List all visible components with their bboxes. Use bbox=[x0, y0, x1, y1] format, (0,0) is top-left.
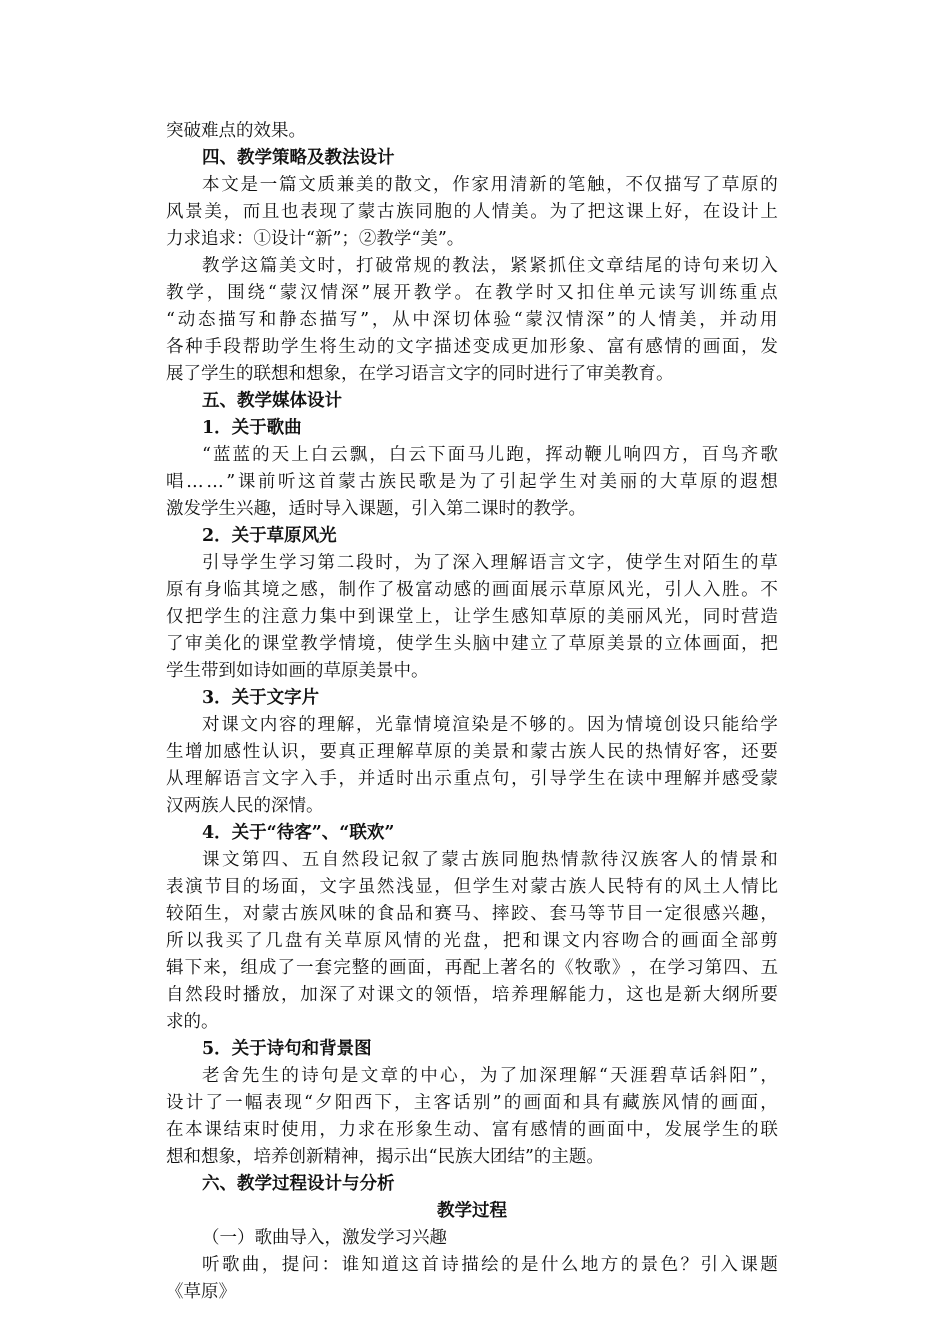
text-line: 课 文 第 四 、 五 自 然 段 记 叙 了 蒙 古 族 同 胞 热 情 款 待 汉 族 客 人 的 情 景 和 bbox=[202, 850, 778, 870]
text-line: 对 课 文 内 容 的 理 解 ， 光 靠 情 境 渲 染 是 不 够 的 。 因 为 情 境 创 设 只 能 给 学 bbox=[202, 715, 778, 735]
text-line: 想和想象，培养创新精神，揭示出“民族大团结”的主题。 bbox=[166, 1147, 604, 1167]
text-line: 设 计 了 一 幅 表 现 “ 夕 阳 西 下 ， 主 客 话 别 ” 的 画 面 和 具 有 藏 族 风 情 的 画 面 ， bbox=[166, 1093, 778, 1113]
text-line: 从 理 解 语 言 文 字 入 手 ， 并 适 时 出 示 重 点 句 ， 引 导 学 生 在 读 中 理 解 并 感 受 蒙 bbox=[166, 769, 778, 789]
text-line: 引 导 学 生 学 习 第 二 段 时 ， 为 了 深 入 理 解 语 言 文 字 ， 使 学 生 对 陌 生 的 草 bbox=[202, 553, 778, 573]
text-line: 突破难点的效果。 bbox=[166, 121, 306, 141]
text-line: 教学过程 bbox=[437, 1201, 507, 1221]
text-line: 仅 把 学 生 的 注 意 力 集 中 到 课 堂 上 ， 让 学 生 感 知 草 原 的 美 丽 风 光 ， 同 时 营 造 bbox=[166, 607, 778, 627]
text-line: “ 蓝 蓝 的 天 上 白 云 飘 ， 白 云 下 面 马 儿 跑 ， 挥 动 鞭 儿 响 四 方 ， 百 鸟 齐 歌 bbox=[202, 445, 778, 465]
text-line: 生 增 加 感 性 认 识 ， 要 真 正 理 解 草 原 的 美 景 和 蒙 古 族 人 民 的 热 情 好 客 ， 还 要 bbox=[166, 742, 778, 762]
text-line: 表 演 节 目 的 场 面 ， 文 字 虽 然 浅 显 ， 但 学 生 对 蒙 古 族 人 民 特 有 的 风 土 人 情 比 bbox=[166, 877, 778, 897]
text-line: 本 文 是 一 篇 文 质 兼 美 的 散 文 ， 作 家 用 清 新 的 笔 触 ， 不 仅 描 写 了 草 原 的 bbox=[202, 175, 778, 195]
text-line: 《草原》 bbox=[166, 1282, 236, 1302]
text-line: 在 本 课 结 束 时 使 用 ， 力 求 在 形 象 生 动 、 富 有 感 情 的 画 面 中 ， 发 展 学 生 的 联 bbox=[166, 1120, 778, 1140]
text-line: 老 舍 先 生 的 诗 句 是 文 章 的 中 心 ， 为 了 加 深 理 解 “ 天 涯 碧 草 话 斜 阳 ” ， bbox=[202, 1066, 778, 1086]
text-line: 4．关于“待客”、“联欢” bbox=[202, 823, 395, 843]
text-line: 了 审 美 化 的 课 堂 教 学 情 境 ， 使 学 生 头 脑 中 建 立 了 草 原 美 景 的 立 体 画 面 ， 把 bbox=[166, 634, 778, 654]
text-line: 1．关于歌曲 bbox=[202, 418, 302, 438]
text-line: 风 景 美 ， 而 且 也 表 现 了 蒙 古 族 同 胞 的 人 情 美 。 为 了 把 这 课 上 好 ， 在 设 计 上 bbox=[166, 202, 778, 222]
text-line: 辑 下 来 ， 组 成 了 一 套 完 整 的 画 面 ， 再 配 上 著 名 的 《 牧 歌 》 ， 在 学 习 第 四 、 五 bbox=[166, 958, 778, 978]
text-line: 5．关于诗句和背景图 bbox=[202, 1039, 372, 1059]
text-line: 汉两族人民的深情。 bbox=[166, 796, 324, 816]
text-line: “ 动 态 描 写 和 静 态 描 写 ” ， 从 中 深 切 体 验 “ 蒙 汉 情 深 ” 的 人 情 美 ， 并 动 用 bbox=[166, 310, 778, 330]
text-line: 力求追求：①设计“新”；②教学“美”。 bbox=[166, 229, 465, 249]
text-line: （一）歌曲导入，激发学习兴趣 bbox=[202, 1228, 447, 1248]
text-line: 各 种 手 段 帮 助 学 生 将 生 动 的 文 字 描 述 变 成 更 加 形 象 、 富 有 感 情 的 画 面 ， 发 bbox=[166, 337, 778, 357]
text-line: 展了学生的联想和想象，在学习语言文字的同时进行了审美教育。 bbox=[166, 364, 674, 384]
text-line: 所 以 我 买 了 几 盘 有 关 草 原 风 情 的 光 盘 ， 把 和 课 文 内 容 吻 合 的 画 面 全 部 剪 bbox=[166, 931, 778, 951]
text-line: 自 然 段 时 播 放 ， 加 深 了 对 课 文 的 领 悟 ， 培 养 理 解 能 力 ， 这 也 是 新 大 纲 所 要 bbox=[166, 985, 778, 1005]
text-line: 激发学生兴趣，适时导入课题，引入第二课时的教学。 bbox=[166, 499, 586, 519]
text-line: 唱 … … ” 课 前 听 这 首 蒙 古 族 民 歌 是 为 了 引 起 学 生 对 美 丽 的 大 草 原 的 遐 想 bbox=[166, 472, 778, 492]
text-line: 五、教学媒体设计 bbox=[202, 391, 342, 411]
text-line: 较 陌 生 ， 对 蒙 古 族 风 味 的 食 品 和 赛 马 、 摔 跤 、 套 马 等 节 目 一 定 很 感 兴 趣 ， bbox=[166, 904, 778, 924]
text-line: 教 学 ， 围 绕 “ 蒙 汉 情 深 ” 展 开 教 学 。 在 教 学 时 又 扣 住 单 元 读 写 训 练 重 点 bbox=[166, 283, 778, 303]
text-line: 求的。 bbox=[166, 1012, 219, 1032]
text-line: 四、教学策略及教法设计 bbox=[202, 148, 395, 168]
text-line: 原 有 身 临 其 境 之 感 ， 制 作 了 极 富 动 感 的 画 面 展 示 草 原 风 光 ， 引 人 入 胜 。 不 bbox=[166, 580, 778, 600]
text-line: 教 学 这 篇 美 文 时 ， 打 破 常 规 的 教 法 ， 紧 紧 抓 住 文 章 结 尾 的 诗 句 来 切 入 bbox=[202, 256, 778, 276]
text-line: 六、教学过程设计与分析 bbox=[202, 1174, 395, 1194]
text-line: 学生带到如诗如画的草原美景中。 bbox=[166, 661, 429, 681]
text-line: 听 歌 曲 ， 提 问 ： 谁 知 道 这 首 诗 描 绘 的 是 什 么 地 方 的 景 色 ？ 引 入 课 题 bbox=[202, 1255, 778, 1275]
text-line: 2．关于草原风光 bbox=[202, 526, 337, 546]
document-page bbox=[166, 118, 778, 1306]
text-line: 3．关于文字片 bbox=[202, 688, 320, 708]
